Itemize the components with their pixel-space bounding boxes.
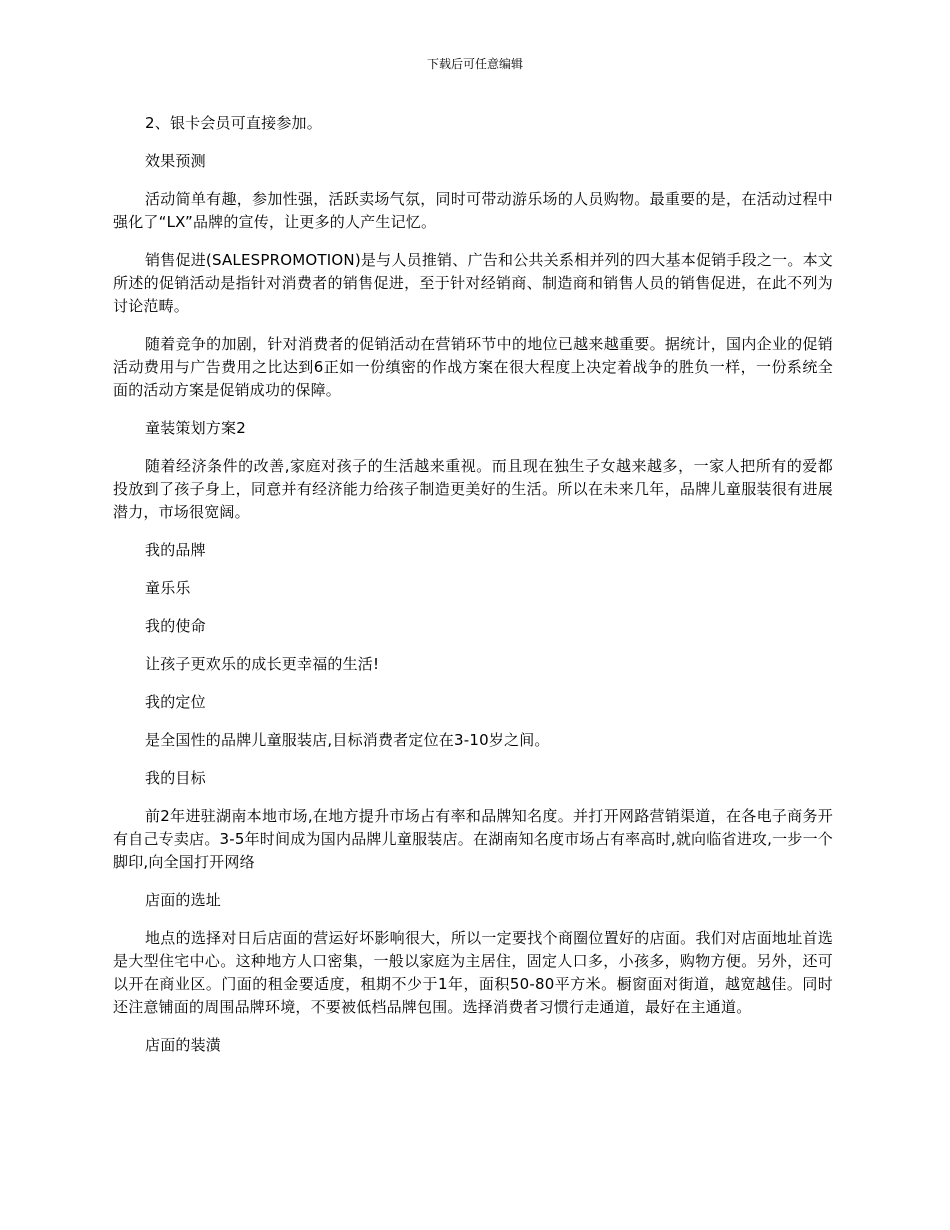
paragraph: 活动简单有趣，参加性强，活跃卖场气氛，同时可带动游乐场的人员购物。最重要的是，在活动过程中强化了“LX”品牌的宣传，让更多的人产生记忆。 <box>113 190 833 231</box>
paragraph: 随着经济条件的改善,家庭对孩子的生活越来重视。而且现在独生子女越来越多，一家人把所有的爱都投放到了孩子身上，同意并有经济能力给孩子制造更美好的生活。所以在未来几年，品牌儿童服装很有进展潜力，市场很宽阔。 <box>113 457 833 521</box>
section-heading: 童装策划方案2 <box>145 419 246 437</box>
paragraph: 前2年进驻湖南本地市场,在地方提升市场占有率和品牌知名度。并打开网路营销渠道，在各电子商务开有自己专卖店。3-5年时间成为国内品牌儿童服装店。在湖南知名度市场占有率高时,就向临省进攻,一步一个脚印,向全国打开网络 <box>113 807 833 871</box>
section-heading: 效果预测 <box>145 152 206 170</box>
section-heading: 店面的装潢 <box>145 1036 222 1054</box>
paragraph: 地点的选择对日后店面的营运好坏影响很大，所以一定要找个商圈位置好的店面。我们对店面地址首选是大型住宅中心。这种地方人口密集，一般以家庭为主居住，固定人口多，小孩多，购物方便。另外，还可以开在商业区。门面的租金要适度，租期不少于1年，面积50-80平方米。橱窗面对街道，越宽越佳。同时还注意铺面的周围品牌环境，不要被低档品牌包围。选择消费者习惯行走通道，最好在主通道。 <box>113 929 833 1016</box>
paragraph: 是全国性的品牌儿童服装店,目标消费者定位在3-10岁之间。 <box>145 731 550 749</box>
section-heading: 我的定位 <box>145 693 206 711</box>
page-header: 下载后可任意编辑 <box>426 57 523 71</box>
section-heading: 我的目标 <box>145 769 206 787</box>
paragraph: 随着竞争的加剧，针对消费者的促销活动在营销环节中的地位已越来越重要。据统计，国内企业的促销活动费用与广告费用之比达到6正如一份缜密的作战方案在很大程度上决定着战争的胜负一样，一份系统全面的活动方案是促销成功的保障。 <box>113 335 833 399</box>
section-heading: 我的品牌 <box>145 541 206 559</box>
section-heading: 店面的选址 <box>145 891 222 909</box>
document-body <box>113 112 833 1072</box>
paragraph: 2、银卡会员可直接参加。 <box>145 114 322 132</box>
paragraph: 让孩子更欢乐的成长更幸福的生活! <box>145 655 380 673</box>
section-heading: 我的使命 <box>145 617 206 635</box>
paragraph: 童乐乐 <box>145 579 191 597</box>
paragraph: 销售促进(SALESPROMOTION)是与人员推销、广告和公共关系相并列的四大基本促销手段之一。本文所述的促销活动是指针对消费者的销售促进，至于针对经销商、制造商和销售人员的销售促进，在此不列为讨论范畴。 <box>113 251 833 315</box>
